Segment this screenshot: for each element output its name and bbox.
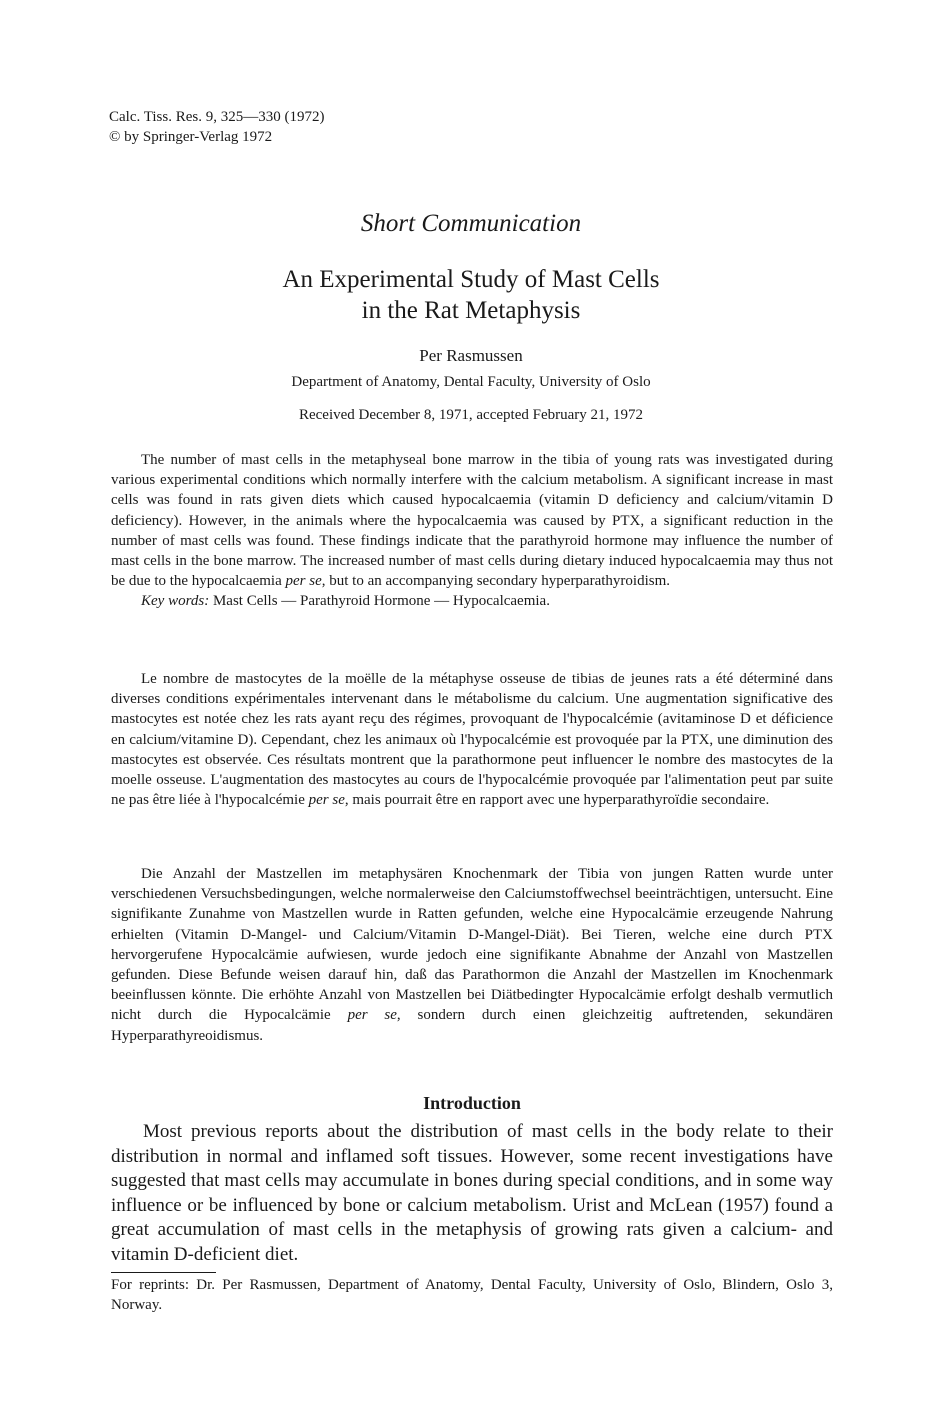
introduction-paragraph: Most previous reports about the distribution of mast cells in the body relate to their distribution in normal and inflamed soft tissues. However, some recent investigations have suggested that mast cells may accumulate in bones during special conditions, and in some way influence or be influenced by bone or calcium metabolism. Urist and McLean (1957) found a great accumulation of mast cells in the metaphysis of growing rats given a calcium- and vitamin D-deficient diet. <box>111 1121 833 1265</box>
journal-citation: Calc. Tiss. Res. 9, 325—330 (1972) <box>109 109 325 125</box>
abstract-english-text: The number of mast cells in the metaphyseal bone marrow in the tibia of young rats was investigated during various experimental conditions which normally interfere with the calcium metabolism. A significant increase in mast cells was found in rats given diets which caused hypocalcaemia (vitamin D deficiency and calcium/vitamin D deficiency). However, in the animals where the hypocalcaemia was caused by PTX, a significant reduction in the number of mast cells was found. These findings indicate that the parathyroid hormone may influence the number of mast cells in the bone marrow. The increased number of mast cells during dietary induced hypocalcaemia may thus not be due to the hypocalcaemia per se, but to an accompanying secondary hyperparathyroidism. <box>111 452 833 590</box>
abstract-english <box>111 450 833 612</box>
keywords <box>111 591 833 611</box>
section-label: Short Communication <box>360 210 582 237</box>
introduction-body <box>111 1120 833 1268</box>
footnote <box>111 1275 833 1315</box>
footnote-text: For reprints: Dr. Per Rasmussen, Department of Anatomy, Dental Faculty, University of Oslo, Blindern, Oslo 3, Norway. <box>111 1277 833 1313</box>
abstract-french-text: Le nombre de mastocytes de la moëlle de la métaphyse osseuse de tibias de jeunes rats a été déterminé dans diverses conditions expérimentales intervenant dans le métabolisme du calcium. Une augmentation significative des mastocytes est notée chez les rats ayant reçu des régimes, provoquant de l'hypocalcémie (avitaminose D et déficience en calcium/vitamine D). Cependant, chez les animaux où l'hypocalcémie est provoquée par la PTX, une diminution des mastocytes est observée. Ces résultats montrent que la parathormone peut influencer le nombre des mastocytes de la moelle osseuse. L'augmentation des mastocytes au cours de l'hypocalcémie provoquée par l'alimentation peut par suite ne pas être liée à l'hypocalcémie per se, mais pourrait être en rapport avec une hyperparathyroïdie secondaire. <box>111 671 833 809</box>
author-affiliation: Department of Anatomy, Dental Faculty, University of Oslo <box>291 374 651 390</box>
abstract-german-text: Die Anzahl der Mastzellen im metaphysären Knochenmark der Tibia von jungen Ratten wurde unter verschiedenen Versuchsbedingungen, welche normalerweise den Calciumstoffwechsel beeinträchtigen, untersucht. Eine signifikante Zunahme von Mastzellen wurde in Ratten gefunden, welche eine Hypocalcämie erzeugende Nahrung erhielten (Vitamin D-Mangel- und Calcium/Vitamin D-Mangel-Diät). Bei Tieren, welche eine durch PTX hervorgerufene Hypocalcämie aufwiesen, wurde jedoch eine signifikante Abnahme der Anzahl von Mastzellen gefunden. Diese Befunde weisen darauf hin, daß das Parathormon die Anzahl der Mastzellen im Knochenmark beeinflussen könnte. Die erhöhte Anzahl von Mastzellen bei Diätbedingter Hypocalcämie erfolgt deshalb vermutlich nicht durch die Hypocalcämie per se, sondern durch einen gleichzeitig auftretenden, sekundären Hyperparathyreoidismus. <box>111 866 833 1044</box>
paper-title <box>109 264 833 326</box>
author-name: Per Rasmussen <box>419 346 523 365</box>
footnote-rule <box>111 1272 216 1273</box>
title-line-2: in the Rat Metaphysis <box>361 297 581 324</box>
title-line-1: An Experimental Study of Mast Cells <box>282 266 660 293</box>
abstract-german <box>111 864 833 1046</box>
abstract-french <box>111 669 833 810</box>
copyright-line: © by Springer-Verlag 1972 <box>109 129 273 145</box>
keywords-list: Mast Cells — Parathyroid Hormone — Hypocalcaemia. <box>209 593 550 610</box>
citation-block <box>109 107 324 147</box>
keywords-label: Key words: <box>141 593 210 610</box>
introduction-heading: Introduction <box>423 1093 521 1113</box>
received-dates: Received December 8, 1971, accepted February 21, 1972 <box>298 407 644 423</box>
